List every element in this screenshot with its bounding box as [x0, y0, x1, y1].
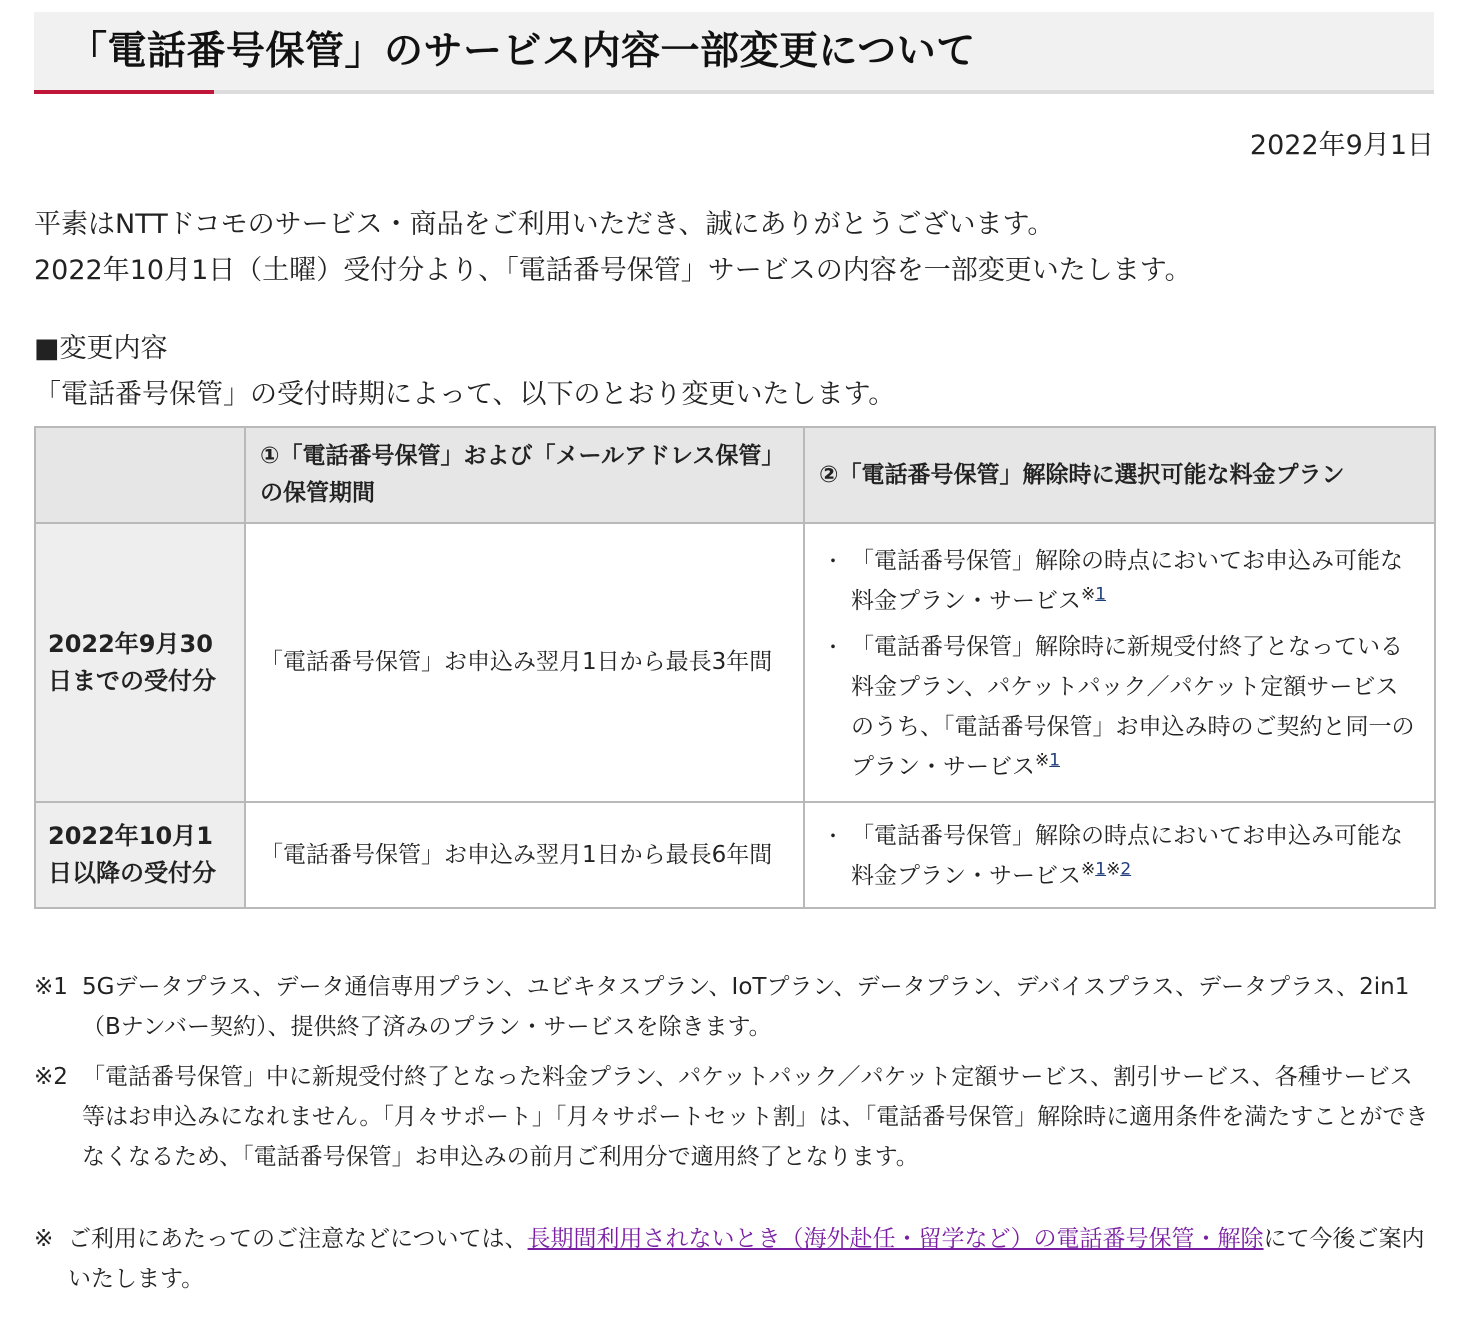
- table-row: [35, 523, 1435, 802]
- footnote-ref: ※1※2: [1081, 859, 1132, 880]
- plan-list: [823, 541, 1416, 787]
- table-header-period: ①「電話番号保管」および「メールアドレス保管」の保管期間: [245, 427, 804, 523]
- remark-mark: ※: [34, 1226, 54, 1252]
- table-header-row: [35, 427, 1435, 523]
- plan-item: [823, 627, 1416, 787]
- row-label: 2022年10月1日以降の受付分: [35, 802, 245, 908]
- title-box: [34, 12, 1434, 94]
- plan-item: [823, 816, 1416, 896]
- footnote-ref: ※1: [1035, 749, 1061, 770]
- footnote-mark: ※2: [34, 1064, 68, 1090]
- intro-line-2: 2022年10月1日（土曜）受付分より、「電話番号保管」サービスの内容を一部変更いたします。: [34, 255, 1192, 286]
- footnotes: [34, 967, 1434, 1177]
- row-plans: [804, 523, 1435, 802]
- row-label: 2022年9月30日までの受付分: [35, 523, 245, 802]
- change-table: [34, 426, 1436, 909]
- remark-text: ご利用にあたってのご注意などについては、長期間利用されないとき（海外赴任・留学など）の電話番号保管・解除にて今後ご案内いたします。: [68, 1226, 1425, 1292]
- table-header-plans: ②「電話番号保管」解除時に選択可能な料金プラン: [804, 427, 1435, 523]
- section-heading: ■変更内容: [34, 333, 168, 364]
- plan-list: [823, 816, 1416, 896]
- plan-item: [823, 541, 1416, 621]
- table-row: [35, 802, 1435, 908]
- page-title: 「電話番号保管」のサービス内容一部変更について: [68, 29, 976, 74]
- footnote-ref-link[interactable]: 1: [1049, 749, 1061, 770]
- remark: [34, 1219, 1434, 1299]
- footnote-text: 「電話番号保管」中に新規受付終了となった料金プラン、パケットパック／パケット定額サービス、割引サービス、各種サービス等はお申込みになれません。「月々サポート」「月々サポートセット割」は、「電話番号保管」解除時に適用条件を満たすことができなくなるため、「電話番号保管」お申込みの前月ご利用分で適用終了となります。: [82, 1064, 1429, 1170]
- footnote-mark: ※1: [34, 974, 68, 1000]
- plan-item-text: 「電話番号保管」解除の時点においてお申込み可能な料金プラン・サービス: [851, 547, 1403, 614]
- row-period: 「電話番号保管」お申込み翌月1日から最長6年間: [245, 802, 804, 908]
- change-section: [34, 326, 1434, 418]
- footnote-1: [34, 967, 1434, 1047]
- page: [34, 0, 1434, 1299]
- footnote-ref-link[interactable]: 2: [1120, 859, 1132, 880]
- publish-date: 2022年9月1日: [1249, 130, 1434, 161]
- row-period: 「電話番号保管」お申込み翌月1日から最長3年間: [245, 523, 804, 802]
- row-plans: [804, 802, 1435, 908]
- long-term-storage-link[interactable]: 長期間利用されないとき（海外赴任・留学など）の電話番号保管・解除: [527, 1226, 1264, 1252]
- footnote-ref-link[interactable]: 1: [1095, 859, 1107, 880]
- footnote-ref-link[interactable]: 1: [1095, 583, 1107, 604]
- footnote-ref: ※1: [1081, 583, 1107, 604]
- intro-line-1: 平素はNTTドコモのサービス・商品をご利用いただき、誠にありがとうございます。: [34, 209, 1055, 240]
- plan-item-text: 「電話番号保管」解除時に新規受付終了となっている料金プラン、パケットパック／パケット定額サービスのうち、「電話番号保管」お申込み時のご契約と同一のプラン・サービス: [851, 633, 1415, 780]
- title-accent-bar: [34, 90, 214, 94]
- section-description: 「電話番号保管」の受付時期によって、以下のとおり変更いたします。: [34, 379, 896, 410]
- footnote-2: [34, 1057, 1434, 1177]
- footnote-text: 5Gデータプラス、データ通信専用プラン、ユビキタスプラン、IoTプラン、データプラン、デバイスプラス、データプラス、2in1（Bナンバー契約）、提供終了済みのプラン・サービスを除きます。: [82, 974, 1410, 1040]
- table-header-corner: [35, 427, 245, 523]
- plan-item-text: 「電話番号保管」解除の時点においてお申込み可能な料金プラン・サービス: [851, 823, 1403, 889]
- intro: [34, 202, 1434, 294]
